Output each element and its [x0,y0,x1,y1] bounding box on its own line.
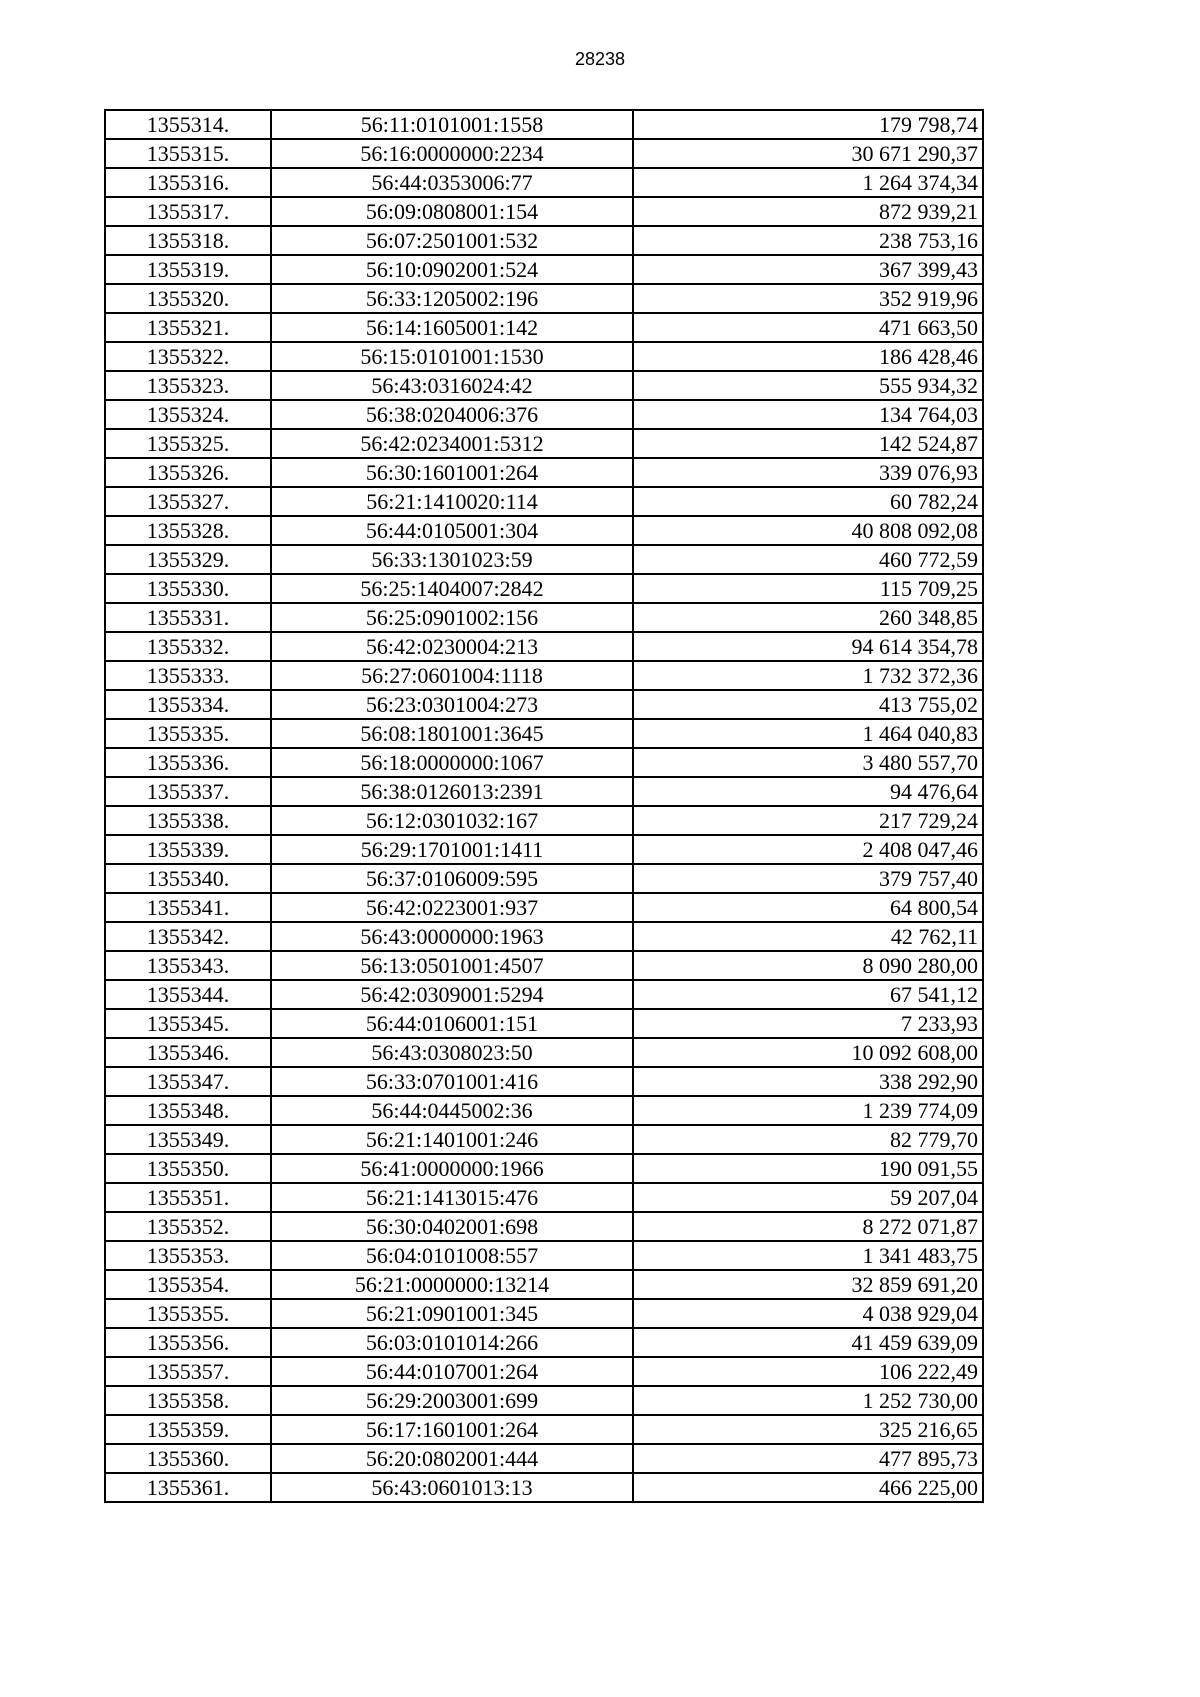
cadastral-value-cell: 10 092 608,00 [633,1038,983,1067]
table-row [105,458,983,487]
cadastral-value-cell: 134 764,03 [633,400,983,429]
cadastral-number-cell: 56:43:0601013:13 [271,1473,633,1502]
table-row [105,1241,983,1270]
cadastral-number-cell: 56:07:2501001:532 [271,226,633,255]
table-row [105,342,983,371]
row-number-cell: 1355339. [105,835,271,864]
row-number-cell: 1355360. [105,1444,271,1473]
table-row [105,632,983,661]
table-row [105,1328,983,1357]
table-row [105,1415,983,1444]
cadastral-number-cell: 56:43:0316024:42 [271,371,633,400]
cadastral-number-cell: 56:44:0353006:77 [271,168,633,197]
table-row [105,1009,983,1038]
cadastral-value-cell: 40 808 092,08 [633,516,983,545]
row-number-cell: 1355356. [105,1328,271,1357]
cadastral-number-cell: 56:25:1404007:2842 [271,574,633,603]
cadastral-number-cell: 56:20:0802001:444 [271,1444,633,1473]
cadastral-value-cell: 460 772,59 [633,545,983,574]
cadastral-value-cell: 190 091,55 [633,1154,983,1183]
row-number-cell: 1355324. [105,400,271,429]
cadastral-number-cell: 56:37:0106009:595 [271,864,633,893]
cadastral-number-cell: 56:38:0204006:376 [271,400,633,429]
cadastral-number-cell: 56:17:1601001:264 [271,1415,633,1444]
table-row [105,197,983,226]
cadastral-number-cell: 56:13:0501001:4507 [271,951,633,980]
cadastral-value-cell: 186 428,46 [633,342,983,371]
table-row [105,980,983,1009]
table-row [105,603,983,632]
cadastral-value-cell: 260 348,85 [633,603,983,632]
table-row [105,255,983,284]
cadastral-value-cell: 59 207,04 [633,1183,983,1212]
cadastral-number-cell: 56:14:1605001:142 [271,313,633,342]
cadastral-number-cell: 56:44:0105001:304 [271,516,633,545]
cadastral-number-cell: 56:33:0701001:416 [271,1067,633,1096]
table-row [105,835,983,864]
table-row [105,806,983,835]
cadastral-number-cell: 56:43:0308023:50 [271,1038,633,1067]
cadastral-number-cell: 56:44:0106001:151 [271,1009,633,1038]
cadastral-number-cell: 56:41:0000000:1966 [271,1154,633,1183]
table-row [105,313,983,342]
table-row [105,864,983,893]
cadastral-value-cell: 41 459 639,09 [633,1328,983,1357]
row-number-cell: 1355348. [105,1096,271,1125]
row-number-cell: 1355351. [105,1183,271,1212]
cadastral-number-cell: 56:42:0223001:937 [271,893,633,922]
cadastral-number-cell: 56:12:0301032:167 [271,806,633,835]
table-row [105,545,983,574]
row-number-cell: 1355315. [105,139,271,168]
row-number-cell: 1355326. [105,458,271,487]
row-number-cell: 1355346. [105,1038,271,1067]
cadastral-number-cell: 56:38:0126013:2391 [271,777,633,806]
row-number-cell: 1355332. [105,632,271,661]
cadastral-value-cell: 217 729,24 [633,806,983,835]
cadastral-value-cell: 1 264 374,34 [633,168,983,197]
table-row [105,1125,983,1154]
row-number-cell: 1355320. [105,284,271,313]
row-number-cell: 1355321. [105,313,271,342]
table-row [105,777,983,806]
cadastral-value-cell: 8 090 280,00 [633,951,983,980]
table-row [105,1299,983,1328]
table-row [105,1154,983,1183]
row-number-cell: 1355337. [105,777,271,806]
cadastral-value-cell: 67 541,12 [633,980,983,1009]
cadastral-number-cell: 56:11:0101001:1558 [271,110,633,139]
table-row [105,893,983,922]
table-row [105,284,983,313]
cadastral-value-cell: 413 755,02 [633,690,983,719]
cadastral-value-cell: 7 233,93 [633,1009,983,1038]
cadastral-number-cell: 56:43:0000000:1963 [271,922,633,951]
table-row [105,429,983,458]
cadastral-number-cell: 56:21:0000000:13214 [271,1270,633,1299]
table-row [105,1067,983,1096]
row-number-cell: 1355343. [105,951,271,980]
cadastral-number-cell: 56:42:0309001:5294 [271,980,633,1009]
row-number-cell: 1355323. [105,371,271,400]
cadastral-number-cell: 56:21:0901001:345 [271,1299,633,1328]
cadastral-value-cell: 872 939,21 [633,197,983,226]
cadastral-number-cell: 56:42:0234001:5312 [271,429,633,458]
cadastral-number-cell: 56:25:0901002:156 [271,603,633,632]
cadastral-number-cell: 56:29:1701001:1411 [271,835,633,864]
cadastral-number-cell: 56:44:0445002:36 [271,1096,633,1125]
cadastral-number-cell: 56:08:1801001:3645 [271,719,633,748]
row-number-cell: 1355358. [105,1386,271,1415]
row-number-cell: 1355325. [105,429,271,458]
cadastral-value-cell: 8 272 071,87 [633,1212,983,1241]
table-row [105,400,983,429]
cadastral-value-cell: 379 757,40 [633,864,983,893]
row-number-cell: 1355340. [105,864,271,893]
table-row [105,168,983,197]
row-number-cell: 1355335. [105,719,271,748]
cadastral-value-cell: 94 614 354,78 [633,632,983,661]
row-number-cell: 1355328. [105,516,271,545]
row-number-cell: 1355345. [105,1009,271,1038]
table-row [105,1444,983,1473]
cadastral-value-cell: 1 464 040,83 [633,719,983,748]
row-number-cell: 1355327. [105,487,271,516]
table-row [105,1212,983,1241]
cadastral-value-cell: 1 732 372,36 [633,661,983,690]
table-row [105,516,983,545]
table-row [105,1386,983,1415]
cadastral-value-cell: 32 859 691,20 [633,1270,983,1299]
row-number-cell: 1355357. [105,1357,271,1386]
table-row [105,487,983,516]
cadastral-value-cell: 1 341 483,75 [633,1241,983,1270]
cadastral-number-cell: 56:04:0101008:557 [271,1241,633,1270]
cadastral-value-cell: 352 919,96 [633,284,983,313]
row-number-cell: 1355338. [105,806,271,835]
cadastral-number-cell: 56:16:0000000:2234 [271,139,633,168]
row-number-cell: 1355331. [105,603,271,632]
cadastral-value-cell: 142 524,87 [633,429,983,458]
row-number-cell: 1355350. [105,1154,271,1183]
cadastral-value-cell: 115 709,25 [633,574,983,603]
row-number-cell: 1355317. [105,197,271,226]
cadastral-value-cell: 238 753,16 [633,226,983,255]
table-body [105,110,983,1502]
cadastral-value-cell: 466 225,00 [633,1473,983,1502]
table-row [105,748,983,777]
row-number-cell: 1355333. [105,661,271,690]
cadastral-value-cell: 1 239 774,09 [633,1096,983,1125]
row-number-cell: 1355347. [105,1067,271,1096]
cadastral-number-cell: 56:03:0101014:266 [271,1328,633,1357]
row-number-cell: 1355344. [105,980,271,1009]
cadastral-value-cell: 555 934,32 [633,371,983,400]
cadastral-value-cell: 4 038 929,04 [633,1299,983,1328]
cadastral-value-cell: 325 216,65 [633,1415,983,1444]
table-row [105,226,983,255]
table-row [105,139,983,168]
row-number-cell: 1355319. [105,255,271,284]
table-row [105,922,983,951]
row-number-cell: 1355316. [105,168,271,197]
cadastral-number-cell: 56:29:2003001:699 [271,1386,633,1415]
cadastral-number-cell: 56:15:0101001:1530 [271,342,633,371]
row-number-cell: 1355359. [105,1415,271,1444]
cadastral-number-cell: 56:21:1413015:476 [271,1183,633,1212]
cadastral-number-cell: 56:21:1401001:246 [271,1125,633,1154]
cadastral-value-cell: 471 663,50 [633,313,983,342]
table-row [105,1473,983,1502]
cadastral-number-cell: 56:42:0230004:213 [271,632,633,661]
cadastral-value-cell: 179 798,74 [633,110,983,139]
cadastral-number-cell: 56:33:1205002:196 [271,284,633,313]
cadastral-value-cell: 106 222,49 [633,1357,983,1386]
table-row [105,1357,983,1386]
row-number-cell: 1355349. [105,1125,271,1154]
cadastral-number-cell: 56:18:0000000:1067 [271,748,633,777]
cadastral-value-cell: 367 399,43 [633,255,983,284]
cadastral-number-cell: 56:09:0808001:154 [271,197,633,226]
cadastral-value-cell: 477 895,73 [633,1444,983,1473]
cadastral-value-cell: 60 782,24 [633,487,983,516]
cadastral-number-cell: 56:33:1301023:59 [271,545,633,574]
table-row [105,690,983,719]
row-number-cell: 1355330. [105,574,271,603]
cadastral-number-cell: 56:23:0301004:273 [271,690,633,719]
cadastral-value-cell: 82 779,70 [633,1125,983,1154]
table-row [105,574,983,603]
cadastral-value-cell: 338 292,90 [633,1067,983,1096]
row-number-cell: 1355322. [105,342,271,371]
page-number: 28238 [574,49,626,69]
row-number-cell: 1355314. [105,110,271,139]
cadastral-value-cell: 1 252 730,00 [633,1386,983,1415]
row-number-cell: 1355336. [105,748,271,777]
table-row [105,110,983,139]
cadastral-number-cell: 56:30:1601001:264 [271,458,633,487]
row-number-cell: 1355352. [105,1212,271,1241]
cadastral-number-cell: 56:44:0107001:264 [271,1357,633,1386]
cadastral-value-cell: 2 408 047,46 [633,835,983,864]
cadastral-number-cell: 56:21:1410020:114 [271,487,633,516]
cadastral-number-cell: 56:10:0902001:524 [271,255,633,284]
cadastral-value-cell: 339 076,93 [633,458,983,487]
row-number-cell: 1355354. [105,1270,271,1299]
cadastral-value-cell: 42 762,11 [633,922,983,951]
row-number-cell: 1355341. [105,893,271,922]
cadastral-value-cell: 94 476,64 [633,777,983,806]
table-row [105,1096,983,1125]
table-row [105,951,983,980]
row-number-cell: 1355318. [105,226,271,255]
cadastral-number-cell: 56:27:0601004:1118 [271,661,633,690]
table-row [105,1270,983,1299]
table-row [105,1183,983,1212]
table-row [105,661,983,690]
cadastral-value-cell: 64 800,54 [633,893,983,922]
table-row [105,371,983,400]
row-number-cell: 1355342. [105,922,271,951]
cadastral-value-table [104,109,984,1503]
table-row [105,1038,983,1067]
row-number-cell: 1355361. [105,1473,271,1502]
row-number-cell: 1355334. [105,690,271,719]
row-number-cell: 1355353. [105,1241,271,1270]
row-number-cell: 1355329. [105,545,271,574]
cadastral-value-cell: 30 671 290,37 [633,139,983,168]
cadastral-number-cell: 56:30:0402001:698 [271,1212,633,1241]
table-row [105,719,983,748]
cadastral-value-cell: 3 480 557,70 [633,748,983,777]
row-number-cell: 1355355. [105,1299,271,1328]
